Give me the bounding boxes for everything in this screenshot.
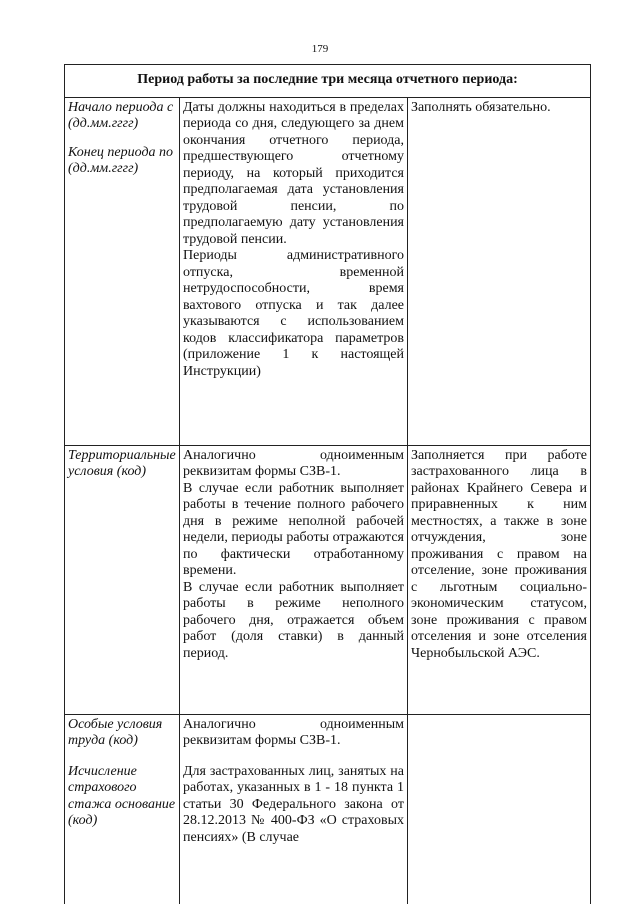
table-row [65, 445, 591, 714]
description-paragraph: Периоды административного отпуска, временной нетрудоспособности, время вахтового отпуска и так далее указываются с использованием кодов классификатора параметров (приложение 1 к настоящей Инструкции) [183, 248, 404, 379]
table-row [65, 714, 591, 904]
description-cell [180, 97, 408, 445]
note-cell [408, 97, 591, 445]
note-cell [408, 445, 591, 714]
table-row [65, 97, 591, 445]
field-label-cell [65, 97, 180, 445]
table-header-row [65, 65, 591, 98]
description-cell [180, 445, 408, 714]
field-label-cell [65, 445, 180, 714]
description-cell [180, 714, 408, 904]
field-label-special-conditions: Особые условия труда (код) [68, 716, 163, 748]
field-label-period-start: Начало периода с (дд.мм.гггг) [68, 99, 174, 131]
note-cell [408, 714, 591, 904]
field-label-territorial-conditions: Территориальные условия (код) [68, 447, 176, 479]
note-text: Заполняется при работе застрахованного лица в районах Крайнего Севера и приравненных к ним местностях, а также в зоне отчуждения, зоне проживания с правом на отселение, зоне проживания с льготным социально-экономическим статусом, зоне проживания с правом отселения и зоне отселения Чернобыльской АЭС. [411, 447, 587, 661]
description-paragraph: Даты должны находиться в пределах периода со дня, следующего за днем окончания отчетного периода, предшествующего отчетному периоду, на который приходится предполагаемая дата установления трудовой пенсии, по предполагаемую дату установления трудовой пенсии. [183, 99, 404, 247]
description-paragraph: В случае если работник выполняет работы в течение полного рабочего дня в режиме неполной рабочей недели, периоды работы отражаются по фактически отработанному времени. [183, 480, 404, 578]
note-text: Заполнять обязательно. [411, 99, 551, 115]
field-label-cell [65, 714, 180, 904]
page-number: 179 [311, 43, 329, 55]
field-label-period-end: Конец периода по (дд.мм.гггг) [68, 144, 174, 176]
field-label-insurance-experience: Исчисление страхового стажа основание (код) [68, 763, 176, 828]
description-paragraph: Аналогично одноименным реквизитам формы СЗВ-1. [183, 716, 404, 748]
description-paragraph: Аналогично одноименным реквизитам формы СЗВ-1. [183, 447, 404, 479]
description-paragraph: В случае если работник выполняет работы в режиме неполного рабочего дня, отражается объем работ (доля ставки) в данный период. [183, 579, 404, 661]
instructions-table [64, 64, 591, 904]
description-paragraph: Для застрахованных лиц, занятых на работах, указанных в 1 - 18 пункта 1 статьи 30 Федерального закона от 28.12.2013 № 400-ФЗ «О страховых пенсиях» (В случае [183, 763, 404, 845]
table-header: Период работы за последние три месяца отчетного периода: [65, 65, 591, 98]
